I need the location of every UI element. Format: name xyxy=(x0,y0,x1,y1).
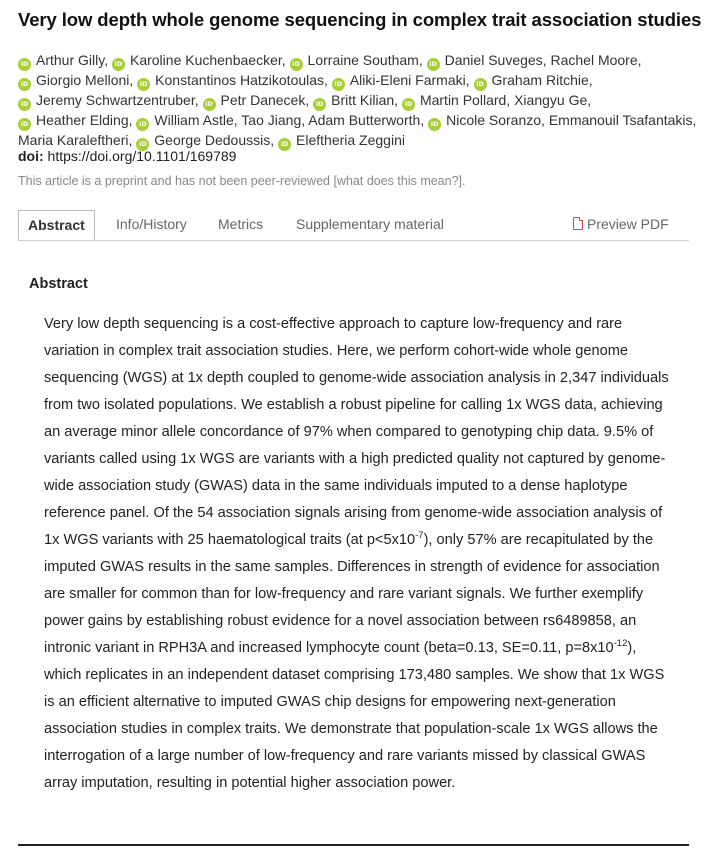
author-name: Giorgio Melloni xyxy=(36,72,130,88)
author-name: Daniel Suveges xyxy=(444,52,543,68)
author-name: George Dedoussis xyxy=(154,132,271,148)
author-name: Emmanouil Tsafantakis xyxy=(548,112,693,128)
author-name: Petr Danecek xyxy=(220,92,306,108)
orcid-icon[interactable]: iD xyxy=(332,78,345,91)
doi-label: doi: xyxy=(18,148,44,164)
author-name: Martin Pollard xyxy=(419,92,507,108)
orcid-icon[interactable]: iD xyxy=(290,58,303,71)
author-item[interactable] xyxy=(241,112,301,128)
author-name: Jeremy Schwartzentruber xyxy=(36,92,195,108)
author-item[interactable] xyxy=(402,92,506,108)
article-tabs xyxy=(18,210,689,241)
abstract-part-3: ), which replicates in an independent dataset comprising 173,480 samples. We show that 1x WGS is an efficient alternative to imputed GWAS chip designs for empowering next-generation association studies in complex traits. We demonstrate that population-scale 1x WGS allows the interrogation of a large number of low-frequency and rare variants missed by classical GWAS array imputation, resulting in potential higher association power. xyxy=(44,640,665,791)
author-name: Britt Kilian xyxy=(331,92,395,108)
preprint-info-link[interactable]: [what does this mean?]. xyxy=(333,174,466,188)
author-name: William Astle xyxy=(154,112,234,128)
doi-link[interactable]: https://doi.org/10.1101/169789 xyxy=(47,148,237,164)
tab-info-history[interactable]: Info/History xyxy=(116,216,187,232)
article-title: Very low depth whole genome sequencing in complex trait association studies xyxy=(18,9,702,30)
preprint-note xyxy=(18,174,466,188)
author-item[interactable] xyxy=(18,132,129,148)
author-item[interactable] xyxy=(308,112,420,128)
pdf-file-icon xyxy=(573,217,583,230)
author-item[interactable] xyxy=(18,92,195,108)
author-item[interactable] xyxy=(136,132,270,148)
orcid-icon[interactable]: iD xyxy=(427,58,440,71)
orcid-icon[interactable]: iD xyxy=(203,98,216,111)
author-name: Heather Elding xyxy=(36,112,129,128)
author-name: Lorraine Southam xyxy=(307,52,419,68)
tab-supplementary-material[interactable]: Supplementary material xyxy=(296,216,444,232)
author-item[interactable] xyxy=(137,72,324,88)
author-item[interactable] xyxy=(313,92,394,108)
author-item[interactable] xyxy=(278,132,405,148)
author-name: Karoline Kuchenbaecker xyxy=(129,52,282,68)
author-item[interactable] xyxy=(550,52,637,68)
orcid-icon[interactable]: iD xyxy=(18,118,31,131)
orcid-icon[interactable]: iD xyxy=(428,118,441,131)
author-item[interactable] xyxy=(18,72,129,88)
author-item[interactable] xyxy=(514,92,587,108)
orcid-icon[interactable]: iD xyxy=(474,78,487,91)
bottom-divider xyxy=(18,844,689,846)
author-name: Aliki-Eleni Farmaki xyxy=(349,72,466,88)
preview-pdf-button[interactable] xyxy=(573,210,669,238)
tab-metrics[interactable]: Metrics xyxy=(218,216,264,232)
orcid-icon[interactable]: iD xyxy=(112,58,125,71)
orcid-icon[interactable]: iD xyxy=(313,98,326,111)
author-item[interactable] xyxy=(549,112,693,128)
author-item[interactable] xyxy=(203,92,306,108)
doi-line xyxy=(18,148,236,164)
author-name: Nicole Soranzo xyxy=(446,112,542,128)
author-name: Konstantinos Hatzikotoulas xyxy=(155,72,325,88)
author-name: Eleftheria Zeggini xyxy=(296,132,405,148)
author-name: Maria Karaleftheri xyxy=(18,132,129,148)
author-name: Arthur Gilly xyxy=(36,52,105,68)
abstract-part-2: ), only 57% are recapitulated by the imputed GWAS results in the same samples. Differences in strength of evidence for association are smaller for common than for low-frequency and rare variant signals. We further exemplify power gains by establishing robust evidence for a novel association between rs6489858, an intronic variant in RPH3A and increased lymphocyte count (beta=0.13, SE=0.11, p=8x10 xyxy=(44,532,660,656)
author-item[interactable] xyxy=(427,52,543,68)
orcid-icon[interactable]: iD xyxy=(18,78,31,91)
author-item[interactable] xyxy=(18,112,129,128)
author-name: Xiangyu Ge xyxy=(514,92,588,108)
orcid-icon[interactable]: iD xyxy=(137,78,150,91)
author-item[interactable] xyxy=(112,52,282,68)
abstract-text xyxy=(44,311,676,797)
author-name: Tao Jiang xyxy=(241,112,302,128)
author-name: Adam Butterworth xyxy=(308,112,421,128)
abstract-exponent-2: -12 xyxy=(613,638,628,650)
author-item[interactable] xyxy=(332,72,466,88)
author-name: Rachel Moore xyxy=(550,52,638,68)
author-item[interactable] xyxy=(428,112,541,128)
abstract-heading: Abstract xyxy=(29,276,88,292)
abstract-exponent-1: -7 xyxy=(415,530,424,542)
preprint-note-text: This article is a preprint and has not been peer-reviewed xyxy=(18,174,330,188)
author-name: Graham Ritchie xyxy=(491,72,589,88)
preview-pdf-label: Preview PDF xyxy=(587,216,669,232)
orcid-icon[interactable]: iD xyxy=(402,98,415,111)
orcid-icon[interactable]: iD xyxy=(136,138,149,151)
orcid-icon[interactable]: iD xyxy=(18,58,31,71)
orcid-icon[interactable]: iD xyxy=(278,138,291,151)
orcid-icon[interactable]: iD xyxy=(18,98,31,111)
author-item[interactable] xyxy=(290,52,419,68)
orcid-icon[interactable]: iD xyxy=(136,118,149,131)
tab-abstract[interactable]: Abstract xyxy=(18,210,95,240)
author-item[interactable] xyxy=(136,112,233,128)
author-item[interactable] xyxy=(474,72,589,88)
author-item[interactable] xyxy=(18,52,104,68)
author-list: iD Arthur Gilly, iD Karoline Kuchenbaecker, iD Lorraine Southam, iD Daniel Suveges, Rachel Moore, iD Giorgio Melloni, iD Konstantinos Hatzikotoulas, iD Aliki-Eleni Farmaki, iD Graham Ritchie, iD Jeremy Schwartzentruber, iD Petr Danecek, iD Britt Kilian, iD Martin Pollard, Xiangyu Ge, iD Heather Elding, iD William Astle, Tao Jiang, Adam Butterworth, iD Nicole Soranzo, Emmanouil Tsafantakis, Maria Karaleftheri, iD George Dedoussis, iD Eleftheria Zeggini xyxy=(18,51,698,151)
abstract-part-1: Very low depth sequencing is a cost-effective approach to capture low-frequency and rare variation in complex trait association studies. Here, we perform cohort-wide whole genome sequencing (WGS) at 1x depth coupled to genome-wide association analysis in 2,347 individuals from two isolated populations. We establish a robust pipeline for calling 1x WGS data, achieving an average minor allele concordance of 97% when compared to genotyping chip data. 9.5% of variants called using 1x WGS are variants with a high predicted quality not captured by genome-wide association study (GWAS) data in the same individuals imputed to a dense haplotype reference panel. Of the 54 association signals arising from genome-wide association analysis of 1x WGS variants with 25 haematological traits (at p<5x10 xyxy=(44,316,669,548)
